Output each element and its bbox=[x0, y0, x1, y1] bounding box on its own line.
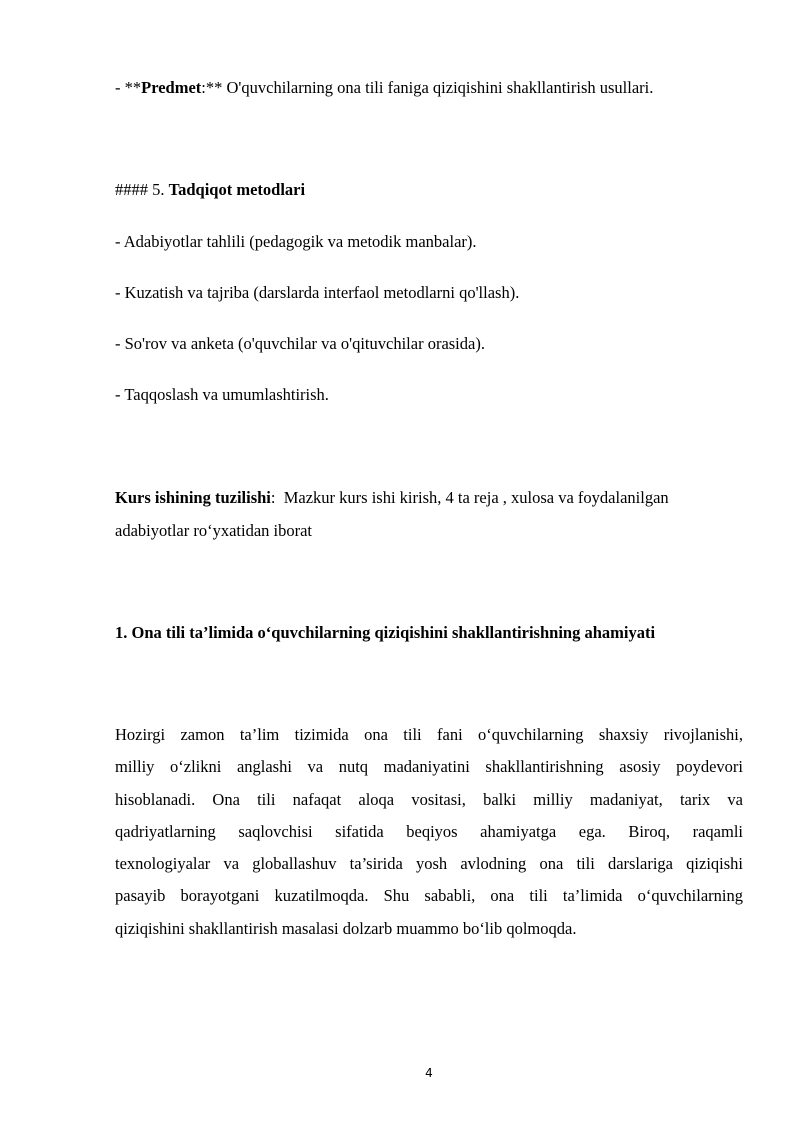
subject-prefix: - ** bbox=[115, 78, 142, 97]
structure-label: Kurs ishining tuzilishi bbox=[115, 488, 271, 507]
section-title: Tadqiqot metodlari bbox=[168, 180, 306, 199]
paragraph-line: pasayib borayotgani kuzatilmoqda. Shu sababli, ona tili ta’limida o‘quvchilarning bbox=[115, 886, 743, 906]
paragraph-line: Hozirgi zamon ta’lim tizimida ona tili fani o‘quvchilarning shaxsiy rivojlanishi, bbox=[115, 725, 743, 744]
section-prefix: #### 5. bbox=[115, 180, 169, 199]
method-item: - So'rov va anketa (o'quvchilar va o'qituvchilar orasida). bbox=[115, 334, 485, 353]
method-item: - Adabiyotlar tahlili (pedagogik va metodik manbalar). bbox=[115, 232, 477, 251]
method-item: - Taqqoslash va umumlashtirish. bbox=[115, 385, 329, 404]
section-heading bbox=[115, 180, 305, 200]
structure-line bbox=[115, 488, 669, 508]
page-number: 4 bbox=[425, 1066, 433, 1080]
subject-label: Predmet bbox=[141, 78, 202, 97]
subject-text: O'quvchilarning ona tili faniga qiziqishini shakllantirish usullari. bbox=[222, 78, 654, 97]
structure-text-2: adabiyotlar ro‘yxatidan iborat bbox=[115, 521, 313, 540]
paragraph-line: milliy o‘zlikni anglashi va nutq madaniyatini shakllantirishning asosiy poydevori bbox=[115, 757, 743, 777]
paragraph-line: qadriyatlarning saqlovchisi sifatida beqiyos ahamiyatga ega. Biroq, raqamli bbox=[115, 821, 743, 841]
method-item: - Kuzatish va tajriba (darslarda interfaol metodlarni qo'llash). bbox=[115, 283, 520, 302]
body-paragraph bbox=[115, 719, 743, 945]
chapter-title: 1. Ona tili ta’limida o‘quvchilarning qiziqishini shakllantirishning ahamiyati bbox=[115, 623, 656, 642]
structure-text-1: Mazkur kurs ishi kirish, 4 ta reja , xulosa va foydalanilgan bbox=[275, 488, 669, 507]
structure-colon: : bbox=[270, 488, 276, 507]
subject-separator: :** bbox=[201, 78, 223, 97]
paragraph-line: qiziqishini shakllantirish masalasi dolzarb muammo bo‘lib qolmoqda. bbox=[115, 918, 577, 938]
subject-line bbox=[115, 78, 653, 98]
paragraph-line: texnologiyalar va globallashuv ta’sirida yosh avlodning ona tili darslariga qiziqishi bbox=[115, 854, 743, 874]
paragraph-line: hisoblanadi. Ona tili nafaqat aloqa vositasi, balki milliy madaniyat, tarix va bbox=[115, 789, 743, 809]
